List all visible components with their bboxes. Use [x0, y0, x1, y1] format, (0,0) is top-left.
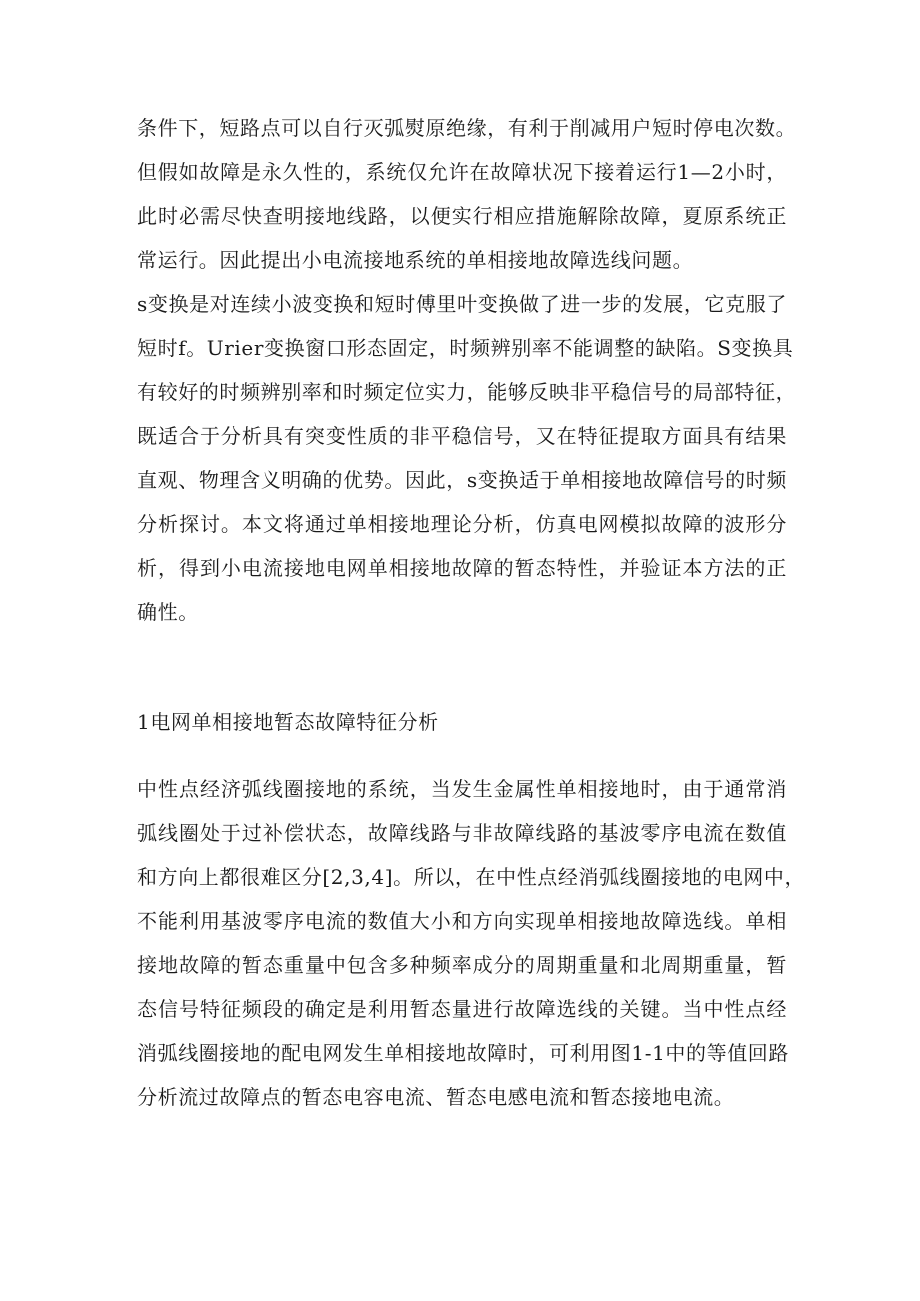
text-line: 弧线圈处于过补偿状态，故障线路与非故障线路的基波零序电流在数值 — [137, 821, 787, 845]
text-line: 态信号特征频段的确定是利用暂态量进行故障选线的关键。当中性点经 — [137, 997, 787, 1021]
text-line: 既适合于分析具有突变性质的非平稳信号，又在特征提取方面具有结果 — [137, 424, 787, 448]
paragraph-s-transform — [137, 282, 797, 634]
text-line: s变换是对连续小波变换和短时傅里叶变换做了进一步的发展，它克服了 — [137, 292, 787, 316]
text-line: 直观、物理含义明确的优势。因此，s变换适于单相接地故障信号的时频 — [137, 468, 787, 492]
text-line: 但假如故障是永久性的，系统仅允许在故障状况下接着运行1—2小时， — [137, 160, 787, 184]
paragraph-transient-analysis — [137, 767, 806, 1119]
text-line: 中性点经济弧线圈接地的系统，当发生金属性单相接地时，由于通常消 — [137, 777, 787, 801]
text-line: 分析探讨。本文将通过单相接地理论分析，仿真电网模拟故障的波形分 — [137, 512, 787, 536]
text-line: 析，得到小电流接地电网单相接地故障的暂态特性，并验证本方法的正 — [137, 556, 787, 580]
text-line: 接地故障的暂态重量中包含多种频率成分的周期重量和北周期重量，暂 — [137, 953, 787, 977]
text-line: 有较好的时频辨别率和时频定位实力，能够反映非平稳信号的局部特征， — [137, 380, 797, 404]
text-line: 不能利用基波零序电流的数值大小和方向实现单相接地故障选线。单相 — [137, 909, 787, 933]
text-line: 消弧线圈接地的配电网发生单相接地故障时，可利用图1-1中的等值回路 — [137, 1041, 790, 1065]
text-line: 短时f。Urier变换窗口形态固定，时频辨别率不能调整的缺陷。S变换具 — [137, 336, 794, 360]
text-line: 条件下，短路点可以自行灭弧熨原绝缘，有利于削减用户短时停电次数。 — [137, 116, 797, 140]
paragraph-intro-continued — [137, 106, 797, 282]
text-line: 常运行。因此提出小电流接地系统的单相接地故障选线问题。 — [137, 248, 694, 272]
section-heading: 1电网单相接地暂态故障特征分析 — [137, 710, 439, 734]
text-line: 分析流过故障点的暂态电容电流、暂态电感电流和暂态接地电流。 — [137, 1085, 735, 1109]
text-line: 确性。 — [137, 600, 199, 624]
text-line: 和方向上都很难区分[2,3,4]。所以，在中性点经消弧线圈接地的电网中， — [137, 865, 806, 889]
text-line: 此时必需尽快查明接地线路，以便实行相应措施解除故障，夏原系统正 — [137, 204, 787, 228]
